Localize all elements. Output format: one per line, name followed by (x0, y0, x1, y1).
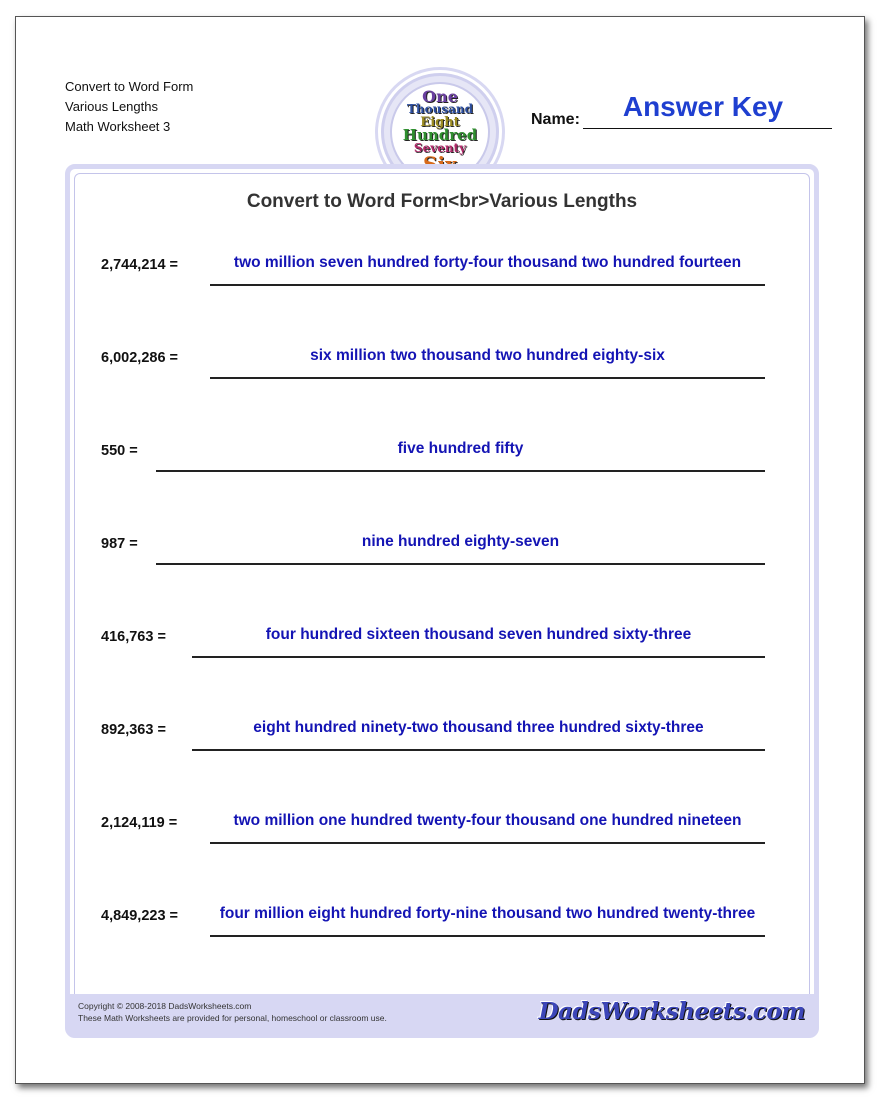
problem-number: 987 = (101, 536, 138, 552)
problem-number: 550 = (101, 443, 138, 459)
problem-row (70, 626, 814, 666)
logo-words (384, 87, 496, 173)
answer-line (210, 842, 765, 844)
panel-inner-border (74, 173, 810, 1029)
worksheet-subtopic: Various Lengths (65, 99, 158, 114)
problems-panel (65, 164, 819, 1038)
name-label: Name: (531, 111, 580, 128)
problem-answer: five hundred fifty (397, 440, 524, 457)
problem-answer: two million one hundred twenty-four thousand one hundred nineteen (233, 812, 742, 829)
worksheet-title: Convert to Word Form<br>Various Lengths (246, 191, 638, 212)
problem-answer: eight hundred ninety-two thousand three hundred sixty-three (253, 719, 704, 736)
problem-number: 416,763 = (101, 629, 166, 645)
problem-row (70, 440, 814, 480)
answer-line (192, 656, 765, 658)
problem-row (70, 812, 814, 852)
problem-number: 2,124,119 = (101, 815, 178, 831)
problem-answer: four hundred sixteen thousand seven hundred sixty-three (265, 626, 692, 643)
problem-answer: two million seven hundred forty-four thousand two hundred fourteen (233, 254, 742, 271)
answer-line (192, 749, 765, 751)
problem-row (70, 719, 814, 759)
copyright-text: Copyright © 2008-2018 DadsWorksheets.com (78, 1001, 252, 1011)
worksheet-topic: Convert to Word Form (65, 79, 194, 94)
problem-row (70, 533, 814, 573)
answer-line (156, 563, 765, 565)
worksheet-footer (65, 994, 819, 1037)
answer-line (210, 284, 765, 286)
answer-line (210, 935, 765, 937)
worksheet-page (15, 16, 865, 1084)
name-field-line (583, 128, 832, 129)
logo-word: Thousand (406, 102, 474, 116)
problem-number: 6,002,286 = (101, 350, 179, 366)
copyright-block (78, 1000, 387, 1024)
answer-line (210, 377, 765, 379)
problem-number: 2,744,214 = (101, 257, 179, 273)
answer-key-label: Answer Key (622, 91, 784, 122)
problem-row (70, 905, 814, 945)
problem-row (70, 347, 814, 387)
worksheet-info (65, 77, 193, 137)
usage-notice: These Math Worksheets are provided for personal, homeschool or classroom use. (78, 1013, 387, 1023)
problem-number: 4,849,223 = (101, 908, 179, 924)
logo-word: Eight (420, 115, 460, 130)
problem-number: 892,363 = (101, 722, 166, 738)
problem-answer: four million eight hundred forty-nine thousand two hundred twenty-three (219, 905, 756, 922)
logo-word: Seventy (413, 141, 467, 155)
problem-row (70, 254, 814, 294)
worksheet-number: Math Worksheet 3 (65, 119, 171, 134)
problem-answer: six million two thousand two hundred eighty-six (310, 347, 665, 364)
logo-word: Hundred (402, 126, 478, 144)
answer-line (156, 470, 765, 472)
problem-answer: nine hundred eighty-seven (361, 533, 560, 550)
brand-logo: DadsWorksheets.com (538, 998, 805, 1025)
logo-word: One (422, 87, 458, 106)
